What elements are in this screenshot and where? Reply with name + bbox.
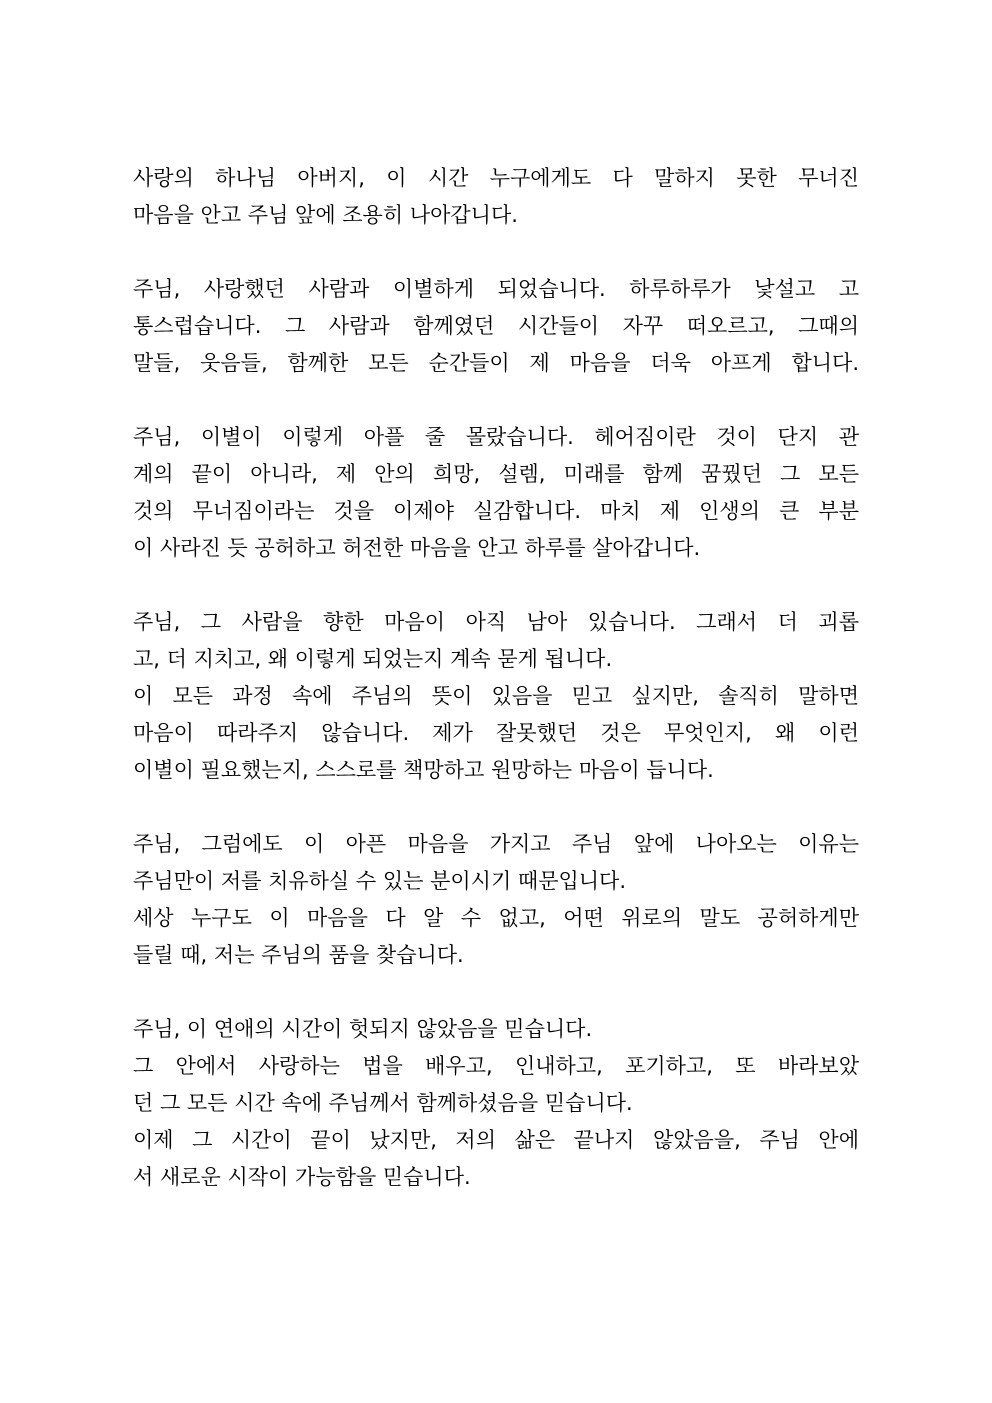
text-line: 사랑의 하나님 아버지, 이 시간 누구에게도 다 말하지 못한 무너진 — [133, 166, 859, 190]
text-line: 주님, 이별이 이렇게 아플 줄 몰랐습니다. 헤어짐이란 것이 단지 관 — [133, 425, 859, 449]
text-line: 주님, 이 연애의 시간이 헛되지 않았음을 믿습니다. — [133, 1017, 593, 1041]
text-line: 통스럽습니다. 그 사람과 함께였던 시간들이 자꾸 떠오르고, 그때의 — [133, 314, 859, 338]
paragraph — [133, 160, 859, 234]
paragraph — [133, 1011, 859, 1196]
text-line: 주님, 그럼에도 이 아픈 마음을 가지고 주님 앞에 나아오는 이유는 — [133, 832, 859, 856]
paragraph — [133, 604, 859, 789]
text-line: 마음이 따라주지 않습니다. 제가 잘못했던 것은 무엇인지, 왜 이런 — [133, 721, 859, 745]
text-line: 세상 누구도 이 마음을 다 알 수 없고, 어떤 위로의 말도 공허하게만 — [133, 906, 859, 930]
text-line: 말들, 웃음들, 함께한 모든 순간들이 제 마음을 더욱 아프게 합니다. — [133, 351, 859, 375]
text-line: 그 안에서 사랑하는 법을 배우고, 인내하고, 포기하고, 또 바라보았 — [133, 1054, 859, 1078]
text-line: 계의 끝이 아니라, 제 안의 희망, 설렘, 미래를 함께 꿈꿨던 그 모든 — [133, 462, 859, 486]
text-line: 이별이 필요했는지, 스스로를 책망하고 원망하는 마음이 듭니다. — [133, 758, 714, 782]
text-line: 던 그 모든 시간 속에 주님께서 함께하셨음을 믿습니다. — [133, 1091, 633, 1115]
text-line: 들릴 때, 저는 주님의 품을 찾습니다. — [133, 943, 464, 967]
text-line: 서 새로운 시작이 가능함을 믿습니다. — [133, 1165, 471, 1189]
text-line: 이제 그 시간이 끝이 났지만, 저의 삶은 끝나지 않았음을, 주님 안에 — [133, 1128, 859, 1152]
prayer-body-text — [133, 160, 859, 1233]
text-line: 이 사라진 듯 공허하고 허전한 마음을 안고 하루를 살아갑니다. — [133, 536, 701, 560]
paragraph — [133, 271, 859, 382]
text-line: 주님만이 저를 치유하실 수 있는 분이시기 때문입니다. — [133, 869, 627, 893]
text-line: 이 모든 과정 속에 주님의 뜻이 있음을 믿고 싶지만, 솔직히 말하면 — [133, 684, 859, 708]
text-line: 주님, 그 사람을 향한 마음이 아직 남아 있습니다. 그래서 더 괴롭 — [133, 610, 859, 634]
paragraph — [133, 826, 859, 974]
paragraph — [133, 419, 859, 567]
text-line: 것의 무너짐이라는 것을 이제야 실감합니다. 마치 제 인생의 큰 부분 — [133, 499, 859, 523]
text-line: 주님, 사랑했던 사람과 이별하게 되었습니다. 하루하루가 낯설고 고 — [133, 277, 859, 301]
text-line: 마음을 안고 주님 앞에 조용히 나아갑니다. — [133, 203, 518, 227]
text-line: 고, 더 지치고, 왜 이렇게 되었는지 계속 묻게 됩니다. — [133, 647, 613, 671]
